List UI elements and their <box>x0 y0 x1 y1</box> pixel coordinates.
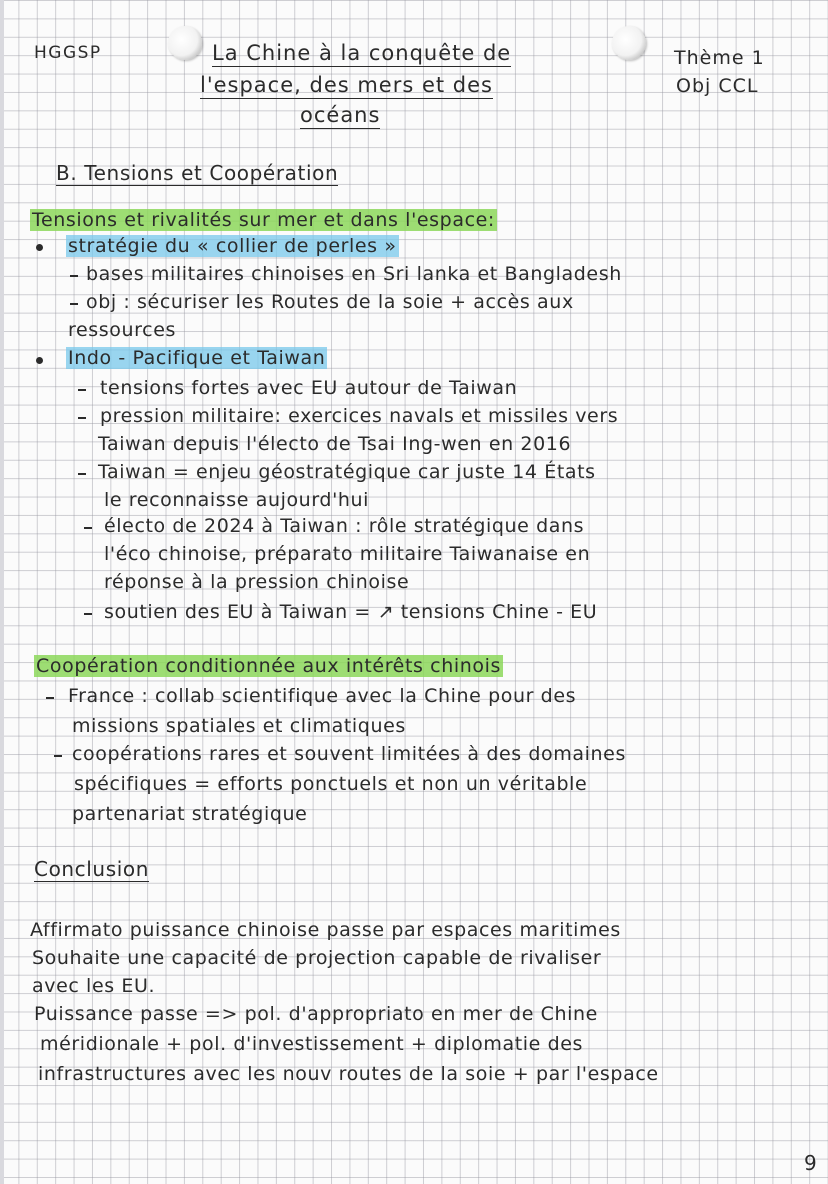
cooperation-line-1: France : collab scientifique avec la Chine pour des <box>68 685 577 707</box>
title-line-2: l'espace, des mers et des <box>200 74 493 99</box>
cooperation-line-4: spécifiques = efforts ponctuels et non un véritable <box>74 773 588 795</box>
bullet-marker <box>36 244 43 251</box>
conclusion-heading: Conclusion <box>34 857 149 881</box>
cooperation-line-5: partenariat stratégique <box>72 803 308 825</box>
dash-marker <box>54 755 62 757</box>
collier-perles-label: stratégie du « collier de perles » <box>68 235 397 257</box>
taiwan-line-4: Taiwan = enjeu géostratégique car juste 14 États <box>98 461 596 483</box>
dash-marker <box>46 697 54 699</box>
conclusion-line-2: Souhaite une capacité de projection capable de rivaliser <box>32 947 602 969</box>
bullet1-item-3: ressources <box>68 319 176 341</box>
taiwan-line-2: pression militaire: exercices navals et missiles vers <box>100 405 619 427</box>
binder-hole-left <box>168 26 202 60</box>
cooperation-heading: Coopération conditionnée aux intérêts chinois <box>36 655 501 677</box>
conclusion-line-5: méridionale + pol. d'investissement + diplomatie des <box>40 1033 584 1055</box>
title-line-3: océans <box>300 104 380 129</box>
taiwan-line-3: Taiwan depuis l'électo de Tsai Ing-wen en 2016 <box>98 433 572 455</box>
taiwan-line-1: tensions fortes avec EU autour de Taiwan <box>100 377 518 399</box>
tensions-heading: Tensions et rivalités sur mer et dans l'espace: <box>32 209 495 231</box>
conclusion-line-6: infrastructures avec les nouv routes de la soie + par l'espace <box>38 1063 659 1085</box>
dash-marker <box>84 527 92 529</box>
taiwan-line-6: électo de 2024 à Taiwan : rôle stratégique dans <box>104 515 585 537</box>
section-heading: B. Tensions et Coopération <box>56 161 339 185</box>
page-margin-line <box>0 0 4 1184</box>
cooperation-line-3: coopérations rares et souvent limitées à des domaines <box>72 743 626 765</box>
bullet1-item-1: bases militaires chinoises en Sri lanka et Bangladesh <box>86 263 622 285</box>
taiwan-line-9: soutien des EU à Taiwan = ↗ tensions Chine - EU <box>104 601 598 623</box>
page-number: 9 <box>804 1151 818 1175</box>
dash-marker <box>70 303 78 305</box>
taiwan-line-8: réponse à la pression chinoise <box>104 571 410 593</box>
taiwan-line-7: l'éco chinoise, préparato militaire Taiwanaise en <box>104 543 591 565</box>
dash-marker <box>84 613 92 615</box>
dash-marker <box>78 473 86 475</box>
conclusion-line-3: avec les EU. <box>32 975 156 997</box>
binder-hole-right <box>612 26 646 60</box>
cooperation-line-2: missions spatiales et climatiques <box>72 715 406 737</box>
bullet-marker <box>36 357 43 364</box>
subject-code: HGGSP <box>34 43 102 63</box>
theme-line-2: Obj CCL <box>676 75 759 97</box>
conclusion-line-4: Puissance passe => pol. d'appropriato en mer de Chine <box>34 1003 598 1025</box>
indo-pacifique-label: Indo - Pacifique et Taiwan <box>68 347 326 369</box>
dash-marker <box>78 389 86 391</box>
dash-marker <box>78 417 86 419</box>
taiwan-line-5: le reconnaisse aujourd'hui <box>104 489 370 511</box>
title-line-1: La Chine à la conquête de <box>212 42 511 67</box>
theme-line-1: Thème 1 <box>674 47 765 69</box>
bullet1-item-2: obj : sécuriser les Routes de la soie + accès aux <box>86 291 574 313</box>
conclusion-line-1: Affirmato puissance chinoise passe par espaces maritimes <box>30 919 621 941</box>
dash-marker <box>70 275 78 277</box>
